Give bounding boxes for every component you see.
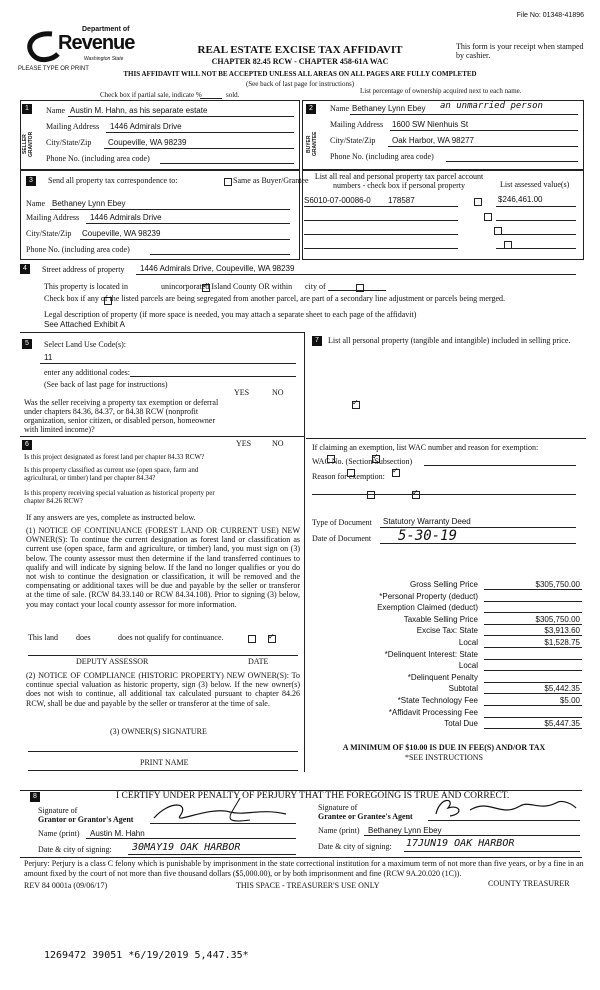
fee-label: Taxable Selling Price bbox=[403, 614, 478, 624]
fee-value[interactable]: $305,750.00 bbox=[535, 614, 580, 624]
buyer-name-handwritten: an unmarried person bbox=[440, 101, 543, 111]
city-of-field[interactable] bbox=[328, 290, 386, 291]
form-revision: REV 84 0001a (09/06/17) bbox=[24, 881, 108, 890]
reason-field[interactable] bbox=[312, 494, 576, 495]
section-number-7: 7 bbox=[312, 336, 322, 346]
exempt-question: Was the seller receiving a property tax exemption or deferral under chapters 84.36, 84.37, or 84.38 RCW (nonprofit organization, senior citizen, or disabled person, homeowner with limited income)? bbox=[24, 398, 219, 434]
deputy-date-label: DATE bbox=[248, 657, 269, 666]
parcel-id[interactable]: 178587 bbox=[388, 196, 415, 205]
wac-no-field[interactable] bbox=[424, 465, 576, 466]
section-number-4: 4 bbox=[20, 264, 30, 274]
fee-value[interactable]: $5.00 bbox=[559, 696, 580, 705]
exempt-yes-header: YES bbox=[234, 388, 250, 397]
file-number: File No: 01348-41896 bbox=[516, 12, 584, 19]
street-address[interactable]: 1446 Admirals Drive, Coupeville, WA 98239 bbox=[140, 264, 295, 273]
receipt-stamp: 1269472 39051 *6/19/2019 5,447.35* bbox=[44, 950, 249, 961]
s6-yes-header: YES bbox=[236, 439, 252, 448]
grantor-name[interactable]: Austin M. Hahn bbox=[90, 829, 145, 838]
seller-phone[interactable] bbox=[160, 163, 294, 164]
additional-codes-label: enter any additional codes: bbox=[44, 368, 130, 377]
section-number-3: 3 bbox=[26, 176, 36, 186]
buyer-phone-label: Phone No. (including area code) bbox=[330, 152, 434, 161]
grantee-sig-label1: Signature of bbox=[318, 803, 358, 812]
section-number-1: 1 bbox=[22, 104, 32, 114]
legal-label: Legal description of property (if more space is needed, you may attach a separate sheet to each page of the affidavit) bbox=[44, 310, 417, 319]
s6-no-header: NO bbox=[272, 439, 284, 448]
logo-line3: Washington State bbox=[84, 56, 124, 62]
doc-date-label: Date of Document bbox=[312, 534, 372, 543]
seller-side-label: SELLER GRANTOR bbox=[22, 131, 34, 157]
assessed-header: List assessed value(s) bbox=[500, 180, 570, 189]
historic-question: Is this property receiving special valuation as historical property per chapter 84.26 RCW? bbox=[24, 489, 215, 505]
parcel-personal-checkbox-3[interactable] bbox=[494, 227, 502, 235]
section-number-8: 8 bbox=[30, 792, 40, 802]
parcel-row-4[interactable] bbox=[304, 248, 458, 249]
fee-value[interactable]: $3,913.60 bbox=[544, 626, 580, 636]
county-treasurer-label: COUNTY TREASURER bbox=[488, 879, 570, 888]
grantee-date-label: Date & city of signing: bbox=[318, 842, 392, 851]
dor-swoosh-icon bbox=[22, 30, 62, 64]
personal-property-label: List all personal property (tangible and intangible) included in selling price. bbox=[328, 336, 571, 345]
print-name-label: PRINT NAME bbox=[140, 758, 189, 767]
fee-label: *Delinquent Interest: State bbox=[384, 649, 478, 659]
grantee-date[interactable]: 17JUN19 OAK HARBOR bbox=[406, 838, 515, 849]
treasurer-use-label: THIS SPACE - TREASURER'S USE ONLY bbox=[236, 881, 380, 890]
land-use-see-back: (See back of last page for instructions) bbox=[44, 380, 168, 389]
print-name-field[interactable] bbox=[28, 770, 298, 771]
perjury-statement: Perjury: Perjury is a class C felony which is punishable by imprisonment in the state correctional institution for a maximum term of not more than five years, or by a fine in an amount fixed by the court of not more than five thousand dollars ($5,000.00), or by both imprisonment and fine (RCW 9A.20.020 (1C)). bbox=[24, 859, 584, 878]
parcel-personal-checkbox-2[interactable] bbox=[484, 213, 492, 221]
wac-no-label: WAC No. (Section/Subsection) bbox=[312, 457, 413, 466]
owners-signature-field[interactable] bbox=[28, 751, 298, 752]
seller-mail-label: Mailing Address bbox=[46, 122, 100, 131]
additional-codes-field[interactable] bbox=[130, 376, 296, 377]
send-correspondence-label: Send all property tax correspondence to: bbox=[48, 176, 178, 185]
buyer-mail-label: Mailing Address bbox=[330, 120, 384, 129]
seller-city-label: City/State/Zip bbox=[46, 138, 92, 147]
grantee-name-label: Name (print) bbox=[318, 826, 360, 835]
current-use-no-checkbox[interactable] bbox=[392, 469, 400, 477]
doc-date[interactable]: 5-30-19 bbox=[398, 528, 458, 544]
historic-no-checkbox[interactable] bbox=[412, 491, 420, 499]
forest-question: Is this project designated as forest land per chapter 84.33 RCW? bbox=[24, 453, 205, 461]
doc-type-label: Type of Document bbox=[312, 518, 372, 527]
does-label: does bbox=[76, 633, 91, 642]
fee-label: Total Due bbox=[444, 719, 478, 729]
corr-phone[interactable] bbox=[150, 254, 290, 255]
corr-city-label: City/State/Zip bbox=[26, 229, 72, 238]
buyer-name-label: Name bbox=[330, 104, 350, 113]
fee-value[interactable]: $305,750.00 bbox=[535, 580, 580, 589]
parcel-number[interactable]: S6010-07-00086-0 bbox=[304, 196, 371, 205]
parcel-personal-checkbox-4[interactable] bbox=[504, 241, 512, 249]
fee-value[interactable]: $1,528.75 bbox=[544, 638, 580, 647]
same-as-buyer-label: Same as Buyer/Grantee bbox=[233, 176, 309, 185]
notice-continuance: (1) NOTICE OF CONTINUANCE (FOREST LAND OR CURRENT USE) NEW OWNER(S): To continue the current designation as forest land or classification as current use (open space, farm and agriculture, or timber) land, you must sign on (3) below. The county assessor must then determine if the land transferred continues to qualify and will indicate by signing below. If the land no longer qualifies or you do not wish to continue the designation or classification, it will be removed and the compensating or additional taxes will be due and payable by the seller or transferor at the time of sale. (RCW 84.33.140 or RCW 84.34.108). Prior to signing (3) below, you may contact your local county assessor for more information. bbox=[26, 526, 300, 609]
fee-label: Subtotal bbox=[448, 684, 478, 694]
fee-label: Local bbox=[458, 661, 478, 671]
see-instructions: *SEE INSTRUCTIONS bbox=[404, 753, 483, 762]
corr-phone-label: Phone No. (including area code) bbox=[26, 245, 130, 254]
grantor-name-label: Name (print) bbox=[38, 829, 80, 838]
deputy-assessor-label: DEPUTY ASSESSOR bbox=[76, 657, 149, 666]
does-not-qualify-checkbox[interactable] bbox=[268, 635, 276, 643]
seller-phone-label: Phone No. (including area code) bbox=[46, 154, 150, 163]
buyer-city-label: City/State/Zip bbox=[330, 136, 376, 145]
fee-label: *State Technology Fee bbox=[397, 696, 478, 705]
corr-name-label: Name bbox=[26, 199, 46, 208]
notice-compliance: (2) NOTICE OF COMPLIANCE (HISTORIC PROPERTY) NEW OWNER(S): To continue special valuation as historic property, sign (3) below. If the new owner(s) does not wish to continue, all additional tax calculated pursuant to chapter 84.26 RCW, shall be due and payable by the seller or transferor at the time of sale. bbox=[26, 671, 300, 708]
street-label: Street address of property bbox=[42, 265, 125, 274]
grantee-name[interactable]: Bethaney Lynn Ebey bbox=[368, 826, 442, 835]
if-yes-instructions: If any answers are yes, complete as instructed below. bbox=[26, 513, 196, 522]
grantee-signature[interactable] bbox=[430, 794, 580, 822]
located-label: This property is located in bbox=[44, 282, 128, 291]
segregated-label: Check box if any of the listed parcels are being segregated from another parcel, are part of a secondary line adjustment or parcels being merged. bbox=[44, 294, 505, 303]
fee-label: *Personal Property (deduct) bbox=[379, 591, 478, 601]
chapter-subtitle: CHAPTER 82.45 RCW - CHAPTER 458-61A WAC bbox=[211, 57, 389, 66]
grantor-sig-label2: Grantor or Grantor's Agent bbox=[38, 815, 134, 824]
partial-sale-label: Check box if partial sale, indicate % bbox=[100, 91, 202, 99]
historic-yes-checkbox[interactable] bbox=[367, 491, 375, 499]
owners-signature-label: (3) OWNER(S) SIGNATURE bbox=[110, 727, 207, 736]
parcels-header: List all real and personal property tax parcel account numbers - check box if personal property bbox=[314, 172, 484, 190]
minimum-due: A MINIMUM OF $10.00 IS DUE IN FEE(S) AND/OR TAX bbox=[342, 743, 546, 752]
buyer-mail[interactable]: 1600 SW Nienhuis St bbox=[392, 120, 469, 129]
logo-line1: Department of bbox=[82, 26, 130, 33]
dor-logo bbox=[22, 26, 135, 66]
buyer-city[interactable]: Oak Harbor, WA 98277 bbox=[392, 136, 474, 145]
fee-label: Exemption Claimed (deduct) bbox=[377, 603, 478, 613]
seller-city[interactable]: Coupeville, WA 98239 bbox=[108, 138, 187, 147]
grantor-date[interactable]: 30MAY19 OAK HARBOR bbox=[132, 842, 241, 853]
please-type: PLEASE TYPE OR PRINT bbox=[18, 66, 89, 72]
fee-value[interactable]: $5,442.35 bbox=[544, 684, 580, 694]
reason-label: Reason for exemption: bbox=[312, 472, 385, 481]
seller-name[interactable]: Austin M. Hahn, as his separate estate bbox=[70, 106, 208, 115]
wac-claim-label: If claiming an exemption, list WAC number and reason for exemption: bbox=[312, 443, 539, 452]
sold-label: sold. bbox=[226, 91, 240, 99]
land-use-code[interactable]: 11 bbox=[44, 353, 53, 362]
receipt-note: This form is your receipt when stamped by cashier. bbox=[456, 42, 584, 60]
corr-mail-label: Mailing Address bbox=[26, 213, 80, 222]
fee-label: Gross Selling Price bbox=[409, 580, 478, 589]
buyer-side-label: BUYER GRANTEE bbox=[306, 131, 318, 157]
assessed-value[interactable]: $246,461.00 bbox=[498, 195, 543, 204]
city-of-label: city of bbox=[305, 282, 326, 291]
corr-name[interactable]: Bethaney Lynn Ebey bbox=[52, 199, 126, 208]
partial-sale-field[interactable] bbox=[200, 98, 222, 99]
fee-label: Excise Tax: State bbox=[416, 626, 478, 636]
parcel-personal-checkbox-1[interactable] bbox=[474, 198, 482, 206]
exempt-no-checkbox[interactable] bbox=[352, 401, 360, 409]
see-back-header: (See back of last page for instructions) bbox=[245, 80, 355, 88]
fee-value[interactable]: $5,447.35 bbox=[544, 719, 580, 729]
grantee-sig-label2: Grantee or Grantee's Agent bbox=[318, 812, 413, 821]
corr-mail[interactable]: 1446 Admirals Drive bbox=[90, 213, 162, 222]
seller-name-label: Name bbox=[46, 106, 66, 115]
same-as-buyer-checkbox[interactable] bbox=[224, 178, 232, 186]
grantor-sig-label1: Signature of bbox=[38, 806, 78, 815]
doc-type[interactable]: Statutory Warranty Deed bbox=[383, 517, 471, 526]
parcel-row-3[interactable] bbox=[304, 234, 458, 235]
parcel-row-2[interactable] bbox=[304, 220, 458, 221]
fee-label: Local bbox=[458, 638, 478, 647]
legal-description[interactable]: See Attached Exhibit A bbox=[44, 320, 125, 329]
page-title: REAL ESTATE EXCISE TAX AFFIDAVIT bbox=[197, 44, 403, 56]
grantor-signature[interactable] bbox=[150, 796, 290, 826]
corr-city[interactable]: Coupeville, WA 98239 bbox=[82, 229, 161, 238]
unincorporated-label: unincorporated Island County OR within bbox=[161, 282, 293, 291]
ownership-note: List percentage of ownership acquired next to each name. bbox=[360, 87, 522, 95]
section-number-6: 6 bbox=[22, 440, 32, 450]
deputy-assessor-signature[interactable] bbox=[28, 655, 298, 656]
does-not-label: does not qualify for continuance. bbox=[118, 633, 224, 642]
grantor-date-label: Date & city of signing: bbox=[38, 845, 112, 854]
logo-line2: Revenue bbox=[58, 32, 135, 54]
buyer-phone[interactable] bbox=[446, 161, 578, 162]
section-number-2: 2 bbox=[306, 104, 316, 114]
fee-label: *Affidavit Processing Fee bbox=[388, 707, 478, 717]
buyer-name[interactable]: Bethaney Lynn Ebey bbox=[352, 104, 426, 113]
this-land-label: This land bbox=[28, 633, 58, 642]
exempt-no-header: NO bbox=[272, 388, 284, 397]
does-qualify-checkbox[interactable] bbox=[248, 635, 256, 643]
section-number-5: 5 bbox=[22, 339, 32, 349]
land-use-label: Select Land Use Code(s): bbox=[44, 340, 126, 349]
certify-statement: I CERTIFY UNDER PENALTY OF PERJURY THAT THE FOREGOING IS TRUE AND CORRECT. bbox=[116, 791, 510, 801]
warning-banner: THIS AFFIDAVIT WILL NOT BE ACCEPTED UNLESS ALL AREAS ON ALL PAGES ARE FULLY COMPLETED bbox=[123, 70, 477, 78]
fee-label: *Delinquent Penalty bbox=[407, 672, 478, 682]
current-use-question: Is this property classified as current use (open space, farm and agricultural, or timber) land per chapter 84.34? bbox=[24, 466, 199, 482]
seller-mail[interactable]: 1446 Admirals Drive bbox=[110, 122, 182, 131]
